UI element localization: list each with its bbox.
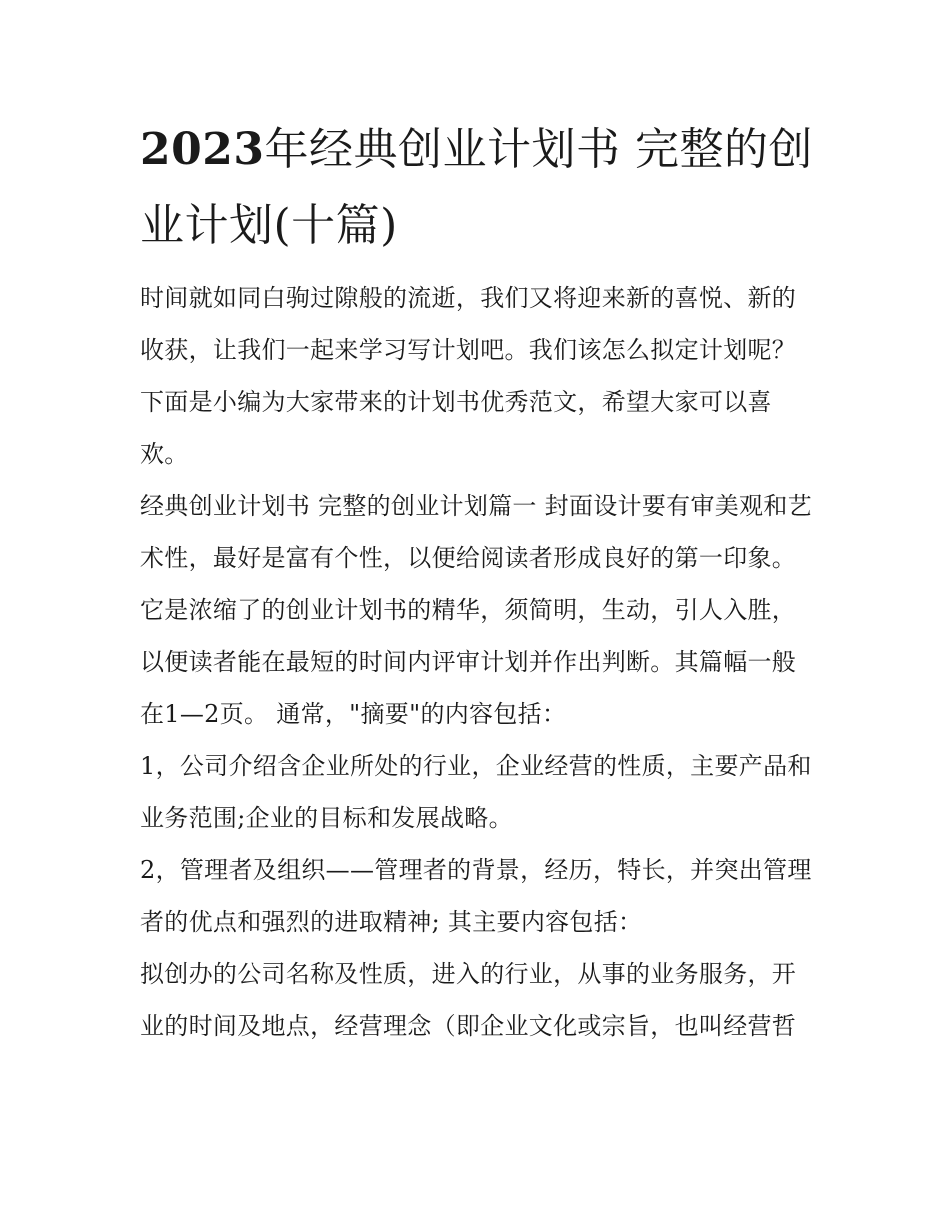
paragraph-item-2: 2，管理者及组织——管理者的背景，经历，特长，并突出管理者的优点和强烈的进取精神; 其主要内容包括： xyxy=(140,856,812,936)
paragraph-item-1: 1，公司介绍含企业所处的行业，企业经营的性质，主要产品和业务范围;企业的目标和发展战略。 xyxy=(140,752,812,832)
paragraph-summary: 它是浓缩了的创业计划书的精华，须简明，生动，引人入胜，以便读者能在最短的时间内评审计划并作出判断。其篇幅一般在1—2页。 通常，"摘要"的内容包括： xyxy=(140,596,797,728)
paragraph-cover-design: 经典创业计划书 完整的创业计划篇一 封面设计要有审美观和艺术性，最好是富有个性，以便给阅读者形成良好的第一印象。 xyxy=(140,492,812,572)
paragraph-company-info: 拟创办的公司名称及性质，进入的行业，从事的业务服务，开业的时间及地点，经营理念（即企业文化或宗旨，也叫经营哲 xyxy=(140,960,797,1040)
paragraph-intro: 时间就如同白驹过隙般的流逝，我们又将迎来新的喜悦、新的收获，让我们一起来学习写计划吧。我们该怎么拟定计划呢？下面是小编为大家带来的计划书优秀范文，希望大家可以喜欢。 xyxy=(140,284,797,468)
title-text: 年经典创业计划书 完整的创业计划(十篇) xyxy=(140,124,813,251)
title-year: 2023 xyxy=(140,124,265,175)
document-body xyxy=(140,112,820,1052)
document-title xyxy=(140,112,820,264)
